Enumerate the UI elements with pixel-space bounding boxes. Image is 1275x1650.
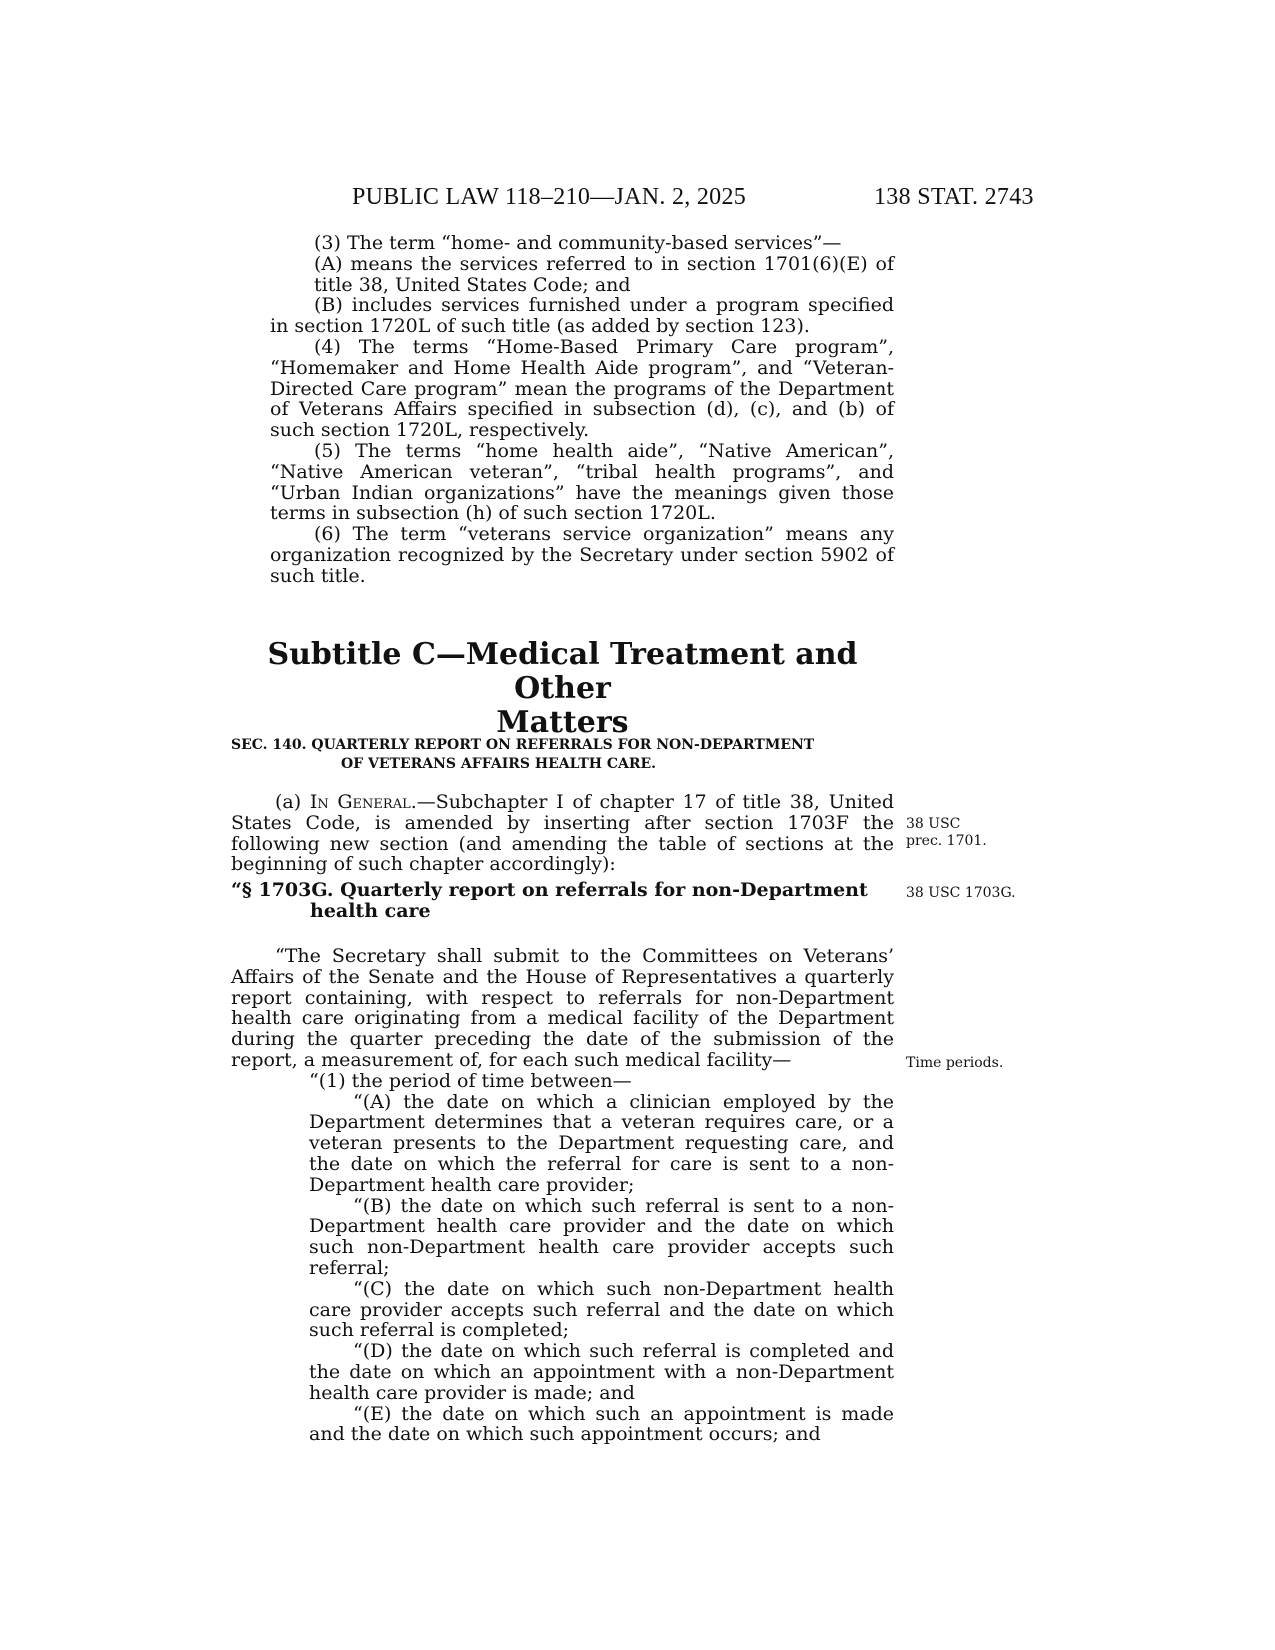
subtitle-heading	[231, 638, 894, 740]
new-section-heading-line-1: “§ 1703G. Quarterly report on referrals for non-Department	[231, 879, 868, 901]
margin-note-1-line-1: 38 USC	[906, 816, 961, 832]
paragraph-4: (4) The terms “Home-Based Primary Care program”, “Homemaker and Home Health Aide program”, and “Veteran-Directed Care program” mean the programs of the Department of Veterans Affairs specified in subsection (d), (c), and (b) of such section 1720L, respectively.	[270, 335, 894, 442]
section-heading-line-1: SEC. 140. QUARTERLY REPORT ON REFERRALS FOR NON-DEPARTMENT	[231, 737, 815, 753]
running-header-title: PUBLIC LAW 118–210—JAN. 2, 2025	[352, 184, 747, 210]
item-1d: “(D) the date on which such referral is completed and the date on which an appointment with a non-Department health care provider is made; and	[309, 1340, 894, 1404]
definitions-block	[270, 233, 894, 587]
margin-note-time-periods: Time periods.	[906, 1055, 1004, 1071]
paragraph-3b: (B) includes services furnished under a program specified in section 1720L of such title (as added by section 123).	[270, 294, 894, 338]
subtitle-line-1: Subtitle C—Medical Treatment and Other	[267, 637, 858, 706]
subsection-a-caption: In General	[309, 791, 411, 813]
subsection-a-text	[231, 792, 894, 875]
paragraph-3: (3) The term “home- and community-based services”—	[314, 232, 842, 254]
paragraph-3a-text: (A) means the services referred to in section 1701(6)(E) of title 38, United States Code; and	[314, 252, 894, 296]
new-section-body	[231, 946, 894, 1445]
new-section-intro: “The Secretary shall submit to the Committees on Veterans’ Affairs of the Senate and the House of Representatives a quarterly report containing, with respect to referrals for non-Department health care originating from a medical facility of the Department during the quarter preceding the date of the submission of the report, a measurement of, for each such medical facility—	[231, 945, 894, 1071]
margin-note-prec-1701	[906, 816, 987, 850]
page-number: 138 STAT. 2743	[874, 184, 1034, 210]
section-heading-line-2: OF VETERANS AFFAIRS HEALTH CARE.	[341, 756, 657, 772]
paragraph-3a	[270, 254, 894, 296]
new-section-heading	[231, 880, 894, 922]
subsection-a-body: .—Subchapter I of chapter 17 of title 38, United States Code, is amended by inserting after section 1703F the following new section (and amending the table of sections at the beginning of such chapter accordingly):	[231, 791, 895, 876]
subtitle-line-2: Matters	[496, 705, 629, 740]
subsection-a	[231, 792, 894, 875]
item-1a: “(A) the date on which a clinician employed by the Department determines that a veteran requires care, or a veteran presents to the Department requesting care, and the date on which the referral for care is sent to a non-Department health care provider;	[309, 1090, 894, 1196]
margin-note-1-line-2: prec. 1701.	[906, 833, 987, 849]
item-1: “(1) the period of time between—	[309, 1069, 632, 1092]
new-section-heading-line-2: health care	[310, 900, 431, 922]
margin-note-1703g: 38 USC 1703G.	[906, 885, 1016, 901]
item-1c: “(C) the date on which such non-Department health care provider accepts such referral and the date on which such referral is completed;	[309, 1277, 894, 1342]
item-1b: “(B) the date on which such referral is sent to a non-Department health care provider and the date on which such non-Department health care provider accepts such referral;	[309, 1194, 894, 1279]
subsection-a-label: (a)	[275, 791, 310, 813]
section-heading	[231, 736, 894, 774]
paragraph-6: (6) The term “veterans service organization” means any organization recognized by the Secretary under section 5902 of such title.	[270, 523, 894, 587]
paragraph-5: (5) The terms “home health aide”, “Native American”, “Native American veteran”, “tribal health programs”, and “Urban Indian organizations” have the meanings given those terms in subsection (h) of such section 1720L.	[270, 439, 894, 525]
item-1e: “(E) the date on which such an appointment is made and the date on which such appointment occurs; and	[309, 1402, 894, 1446]
